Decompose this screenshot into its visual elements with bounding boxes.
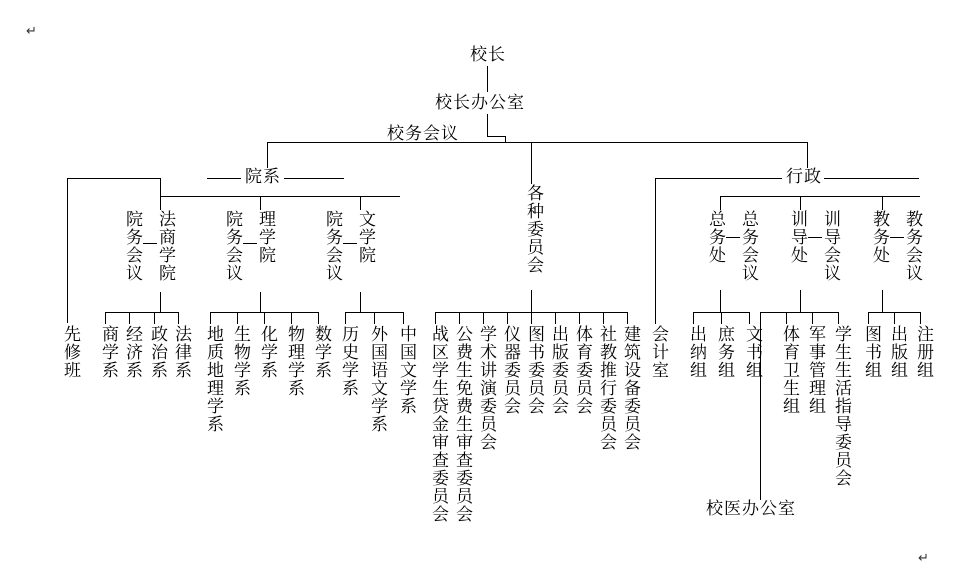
leaf-science-2: 化学系 (257, 325, 278, 379)
lead-admin-left (655, 178, 782, 179)
leaf-committee-8: 建筑设备委员会 (620, 325, 641, 451)
acad-drop-2 (894, 312, 895, 324)
committee-drop-2 (459, 312, 460, 324)
committee-drop-4 (507, 312, 508, 324)
leaf-committee-1: 公费生免费生审查委员会 (452, 325, 473, 523)
disc-drop-2 (812, 312, 813, 324)
committee-drop-1 (435, 312, 436, 324)
arts-leaf-riser (360, 292, 361, 312)
node-science-faculty: 理学院 (255, 210, 276, 264)
law-leaf-riser (160, 292, 161, 312)
science-leaf-riser (260, 292, 261, 312)
ga-drop-2 (721, 312, 722, 324)
disc-drop-1 (786, 312, 787, 324)
ga-drop-1 (693, 312, 694, 324)
leaf-law-3: 法律系 (171, 325, 192, 379)
leaf-science-3: 物理学系 (284, 325, 305, 397)
node-discipline-office: 训导处 (787, 210, 808, 264)
connector-meeting-stub (487, 136, 505, 137)
drop-law-business (160, 196, 161, 210)
leaf-general-affairs-0: 出纳组 (686, 325, 707, 379)
main-bus (267, 142, 807, 143)
committee-drop-3 (483, 312, 484, 324)
lead-admin-right (824, 178, 919, 179)
committee-drop-5 (531, 312, 532, 324)
ga-drop-3 (749, 312, 750, 324)
academic-leaf-riser (882, 290, 883, 312)
drop-academic (882, 196, 883, 210)
law-leaf-drop-3 (154, 312, 155, 324)
drop-accounting (655, 178, 656, 324)
leaf-school-clinic-office: 校医办公室 (706, 499, 796, 519)
science-leaf-drop-3 (264, 312, 265, 324)
node-administration: 行政 (782, 168, 826, 187)
node-arts-faculty: 文学院 (355, 210, 376, 264)
leaf-science-0: 地质地理学系 (203, 325, 224, 433)
node-discipline-meeting: 训导会议 (820, 210, 841, 282)
leaf-science-1: 生物学系 (230, 325, 251, 397)
node-arts-meeting: 院务会议 (322, 210, 343, 282)
node-president-office: 校长办公室 (435, 93, 525, 113)
drop-science (260, 196, 261, 210)
drop-general-affairs (720, 196, 721, 210)
leaf-academic-1: 出版组 (887, 325, 908, 379)
science-leaf-drop-5 (318, 312, 319, 324)
connector-office-meeting (487, 114, 488, 136)
node-science-meeting: 院务会议 (222, 210, 243, 282)
leaf-science-4: 数学系 (311, 325, 332, 379)
committee-drop-7 (579, 312, 580, 324)
node-committees: 各种委员会 (523, 184, 544, 274)
branch-down-committees (531, 142, 532, 184)
science-leaf-drop-4 (291, 312, 292, 324)
node-law-business-meeting: 院务会议 (122, 210, 143, 282)
lead-school-clinic (760, 312, 786, 313)
committee-drop-9 (627, 312, 628, 324)
leaf-arts-0: 历史学系 (338, 325, 359, 397)
disc-drop-3 (838, 312, 839, 324)
leaf-committee-0: 战区学生贷金审查委员会 (428, 325, 449, 523)
departments-bus (160, 196, 400, 197)
arts-leaf-drop-3 (403, 312, 404, 324)
lead-departments-right (284, 178, 344, 179)
leaf-law-2: 政治系 (147, 325, 168, 379)
leaf-committee-5: 出版委员会 (548, 325, 569, 415)
connector-president-office (487, 66, 488, 92)
node-law-business-faculty: 法商学院 (155, 210, 176, 282)
acad-drop-3 (920, 312, 921, 324)
law-leaf-drop-4 (178, 312, 179, 324)
science-leaf-drop-2 (237, 312, 238, 324)
drop-discipline (800, 196, 801, 210)
drop-school-clinic (760, 312, 761, 500)
leaf-preparatory-class: 先修班 (60, 325, 81, 379)
leaf-committee-7: 社教推行委员会 (596, 325, 617, 451)
leaf-arts-1: 外国语文学系 (367, 325, 388, 433)
drop-arts (360, 196, 361, 210)
admin-bus (720, 196, 920, 197)
leaf-general-affairs-2: 文书组 (742, 325, 763, 379)
leaf-committee-3: 仪器委员会 (500, 325, 521, 415)
leaf-committee-2: 学术讲演委员会 (476, 325, 497, 451)
law-leaf-drop-1 (105, 312, 106, 324)
paragraph-mark-bottom: ↵ (918, 551, 929, 566)
leaf-discipline-1: 军事管理组 (805, 325, 826, 415)
paragraph-mark-top: ↵ (26, 24, 37, 39)
node-school-affairs-meeting: 校务会议 (387, 124, 459, 144)
leaf-arts-2: 中国文学系 (396, 325, 417, 415)
node-president: 校长 (470, 45, 506, 65)
node-branch-departments: 院系 (241, 168, 285, 187)
drop-preparatory (67, 178, 68, 323)
node-general-affairs-office: 总务处 (705, 210, 726, 264)
leaf-discipline-0: 体育卫生组 (779, 325, 800, 415)
departments-bus-riser (160, 178, 161, 196)
node-academic-office: 教务处 (869, 210, 890, 264)
law-leaf-bus (105, 312, 178, 313)
node-academic-meeting: 教务会议 (902, 210, 923, 282)
science-leaf-drop-1 (210, 312, 211, 324)
arts-leaf-drop-2 (374, 312, 375, 324)
leaf-general-affairs-1: 庶务组 (714, 325, 735, 379)
node-general-affairs-meeting: 总务会议 (738, 210, 759, 282)
discipline-leaf-riser (800, 290, 801, 312)
leaf-law-0: 商学系 (98, 325, 119, 379)
leaf-committee-4: 图书委员会 (524, 325, 545, 415)
leaf-discipline-2: 学生生活指导委员会 (831, 325, 852, 487)
leaf-academic-2: 注册组 (913, 325, 934, 379)
leaf-committee-6: 体育委员会 (572, 325, 593, 415)
leaf-academic-0: 图书组 (861, 325, 882, 379)
lead-preparatory (67, 178, 160, 179)
arts-leaf-drop-1 (345, 312, 346, 324)
committees-leaf-riser (531, 290, 532, 312)
general-affairs-leaf-riser (720, 290, 721, 312)
committee-drop-8 (603, 312, 604, 324)
leaf-law-1: 经济系 (122, 325, 143, 379)
leaf-accounting-office: 会计室 (648, 325, 669, 379)
committee-drop-6 (555, 312, 556, 324)
acad-drop-1 (868, 312, 869, 324)
law-leaf-drop-2 (129, 312, 130, 324)
